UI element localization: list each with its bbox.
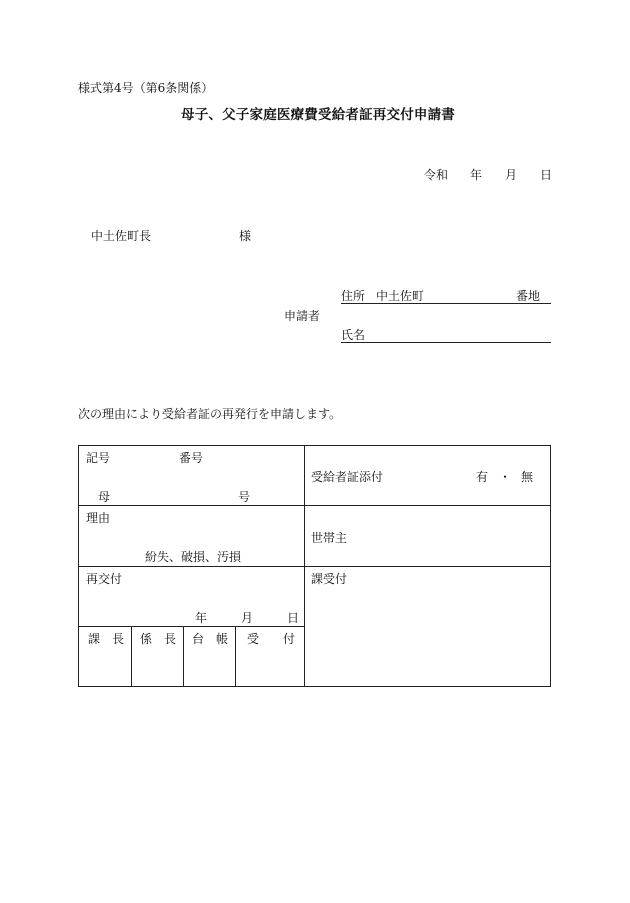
section-received-label: 課受付: [311, 572, 348, 586]
applicant-address-suffix: 番地: [516, 289, 541, 303]
stamp-box-ledger: 台 帳: [192, 632, 229, 646]
option-no[interactable]: 無: [521, 470, 534, 484]
date-era: 令和: [424, 168, 449, 182]
table-row-divider-1: [79, 505, 550, 506]
option-yes[interactable]: 有: [476, 470, 489, 484]
applicant-name-label: 氏名: [341, 328, 366, 342]
bo-label: 母: [98, 490, 111, 504]
reissue-label: 再交付: [86, 572, 123, 586]
applicant-label: 申請者: [284, 309, 321, 323]
option-separator: ・: [499, 470, 512, 484]
date-month-label: 月: [505, 168, 518, 182]
applicant-address-label: 住所: [341, 289, 366, 303]
applicant-name-line[interactable]: [341, 342, 551, 343]
reissue-month-label: 月: [241, 611, 254, 625]
stamp-box-subsection-chief: 係 長: [140, 632, 177, 646]
reissue-day-label: 日: [287, 611, 300, 625]
kigo-label: 記号: [86, 451, 111, 465]
go-label: 号: [238, 490, 251, 504]
stamp-divider-2: [183, 626, 184, 686]
form-title: 母子、父子家庭医療費受給者証再交付申請書: [181, 107, 455, 123]
form-number: 様式第4号（第6条関係）: [78, 81, 214, 95]
table-row-divider-2: [79, 566, 550, 567]
application-table: [78, 445, 551, 687]
reason-label: 理由: [86, 511, 111, 525]
applicant-address-line[interactable]: [341, 303, 551, 304]
household-head-label: 世帯主: [311, 531, 348, 545]
bango-label: 番号: [179, 451, 204, 465]
certificate-attached-label: 受給者証添付: [311, 470, 384, 484]
applicant-address-town: 中土佐町: [376, 289, 425, 303]
reason-options[interactable]: 紛失、破損、汚損: [145, 550, 242, 564]
addressee-name: 中土佐町長: [91, 229, 152, 243]
date-day-label: 日: [540, 168, 553, 182]
stamp-box-received: 受 付: [247, 632, 296, 646]
date-year-label: 年: [470, 168, 483, 182]
stamp-divider-3: [235, 626, 236, 686]
stamp-divider-1: [131, 626, 132, 686]
statement: 次の理由により受給者証の再発行を申請します。: [78, 407, 342, 421]
stamp-row-divider: [79, 626, 305, 627]
reissue-year-label: 年: [195, 611, 208, 625]
addressee-honorific: 様: [239, 229, 252, 243]
stamp-box-section-chief: 課 長: [88, 632, 125, 646]
